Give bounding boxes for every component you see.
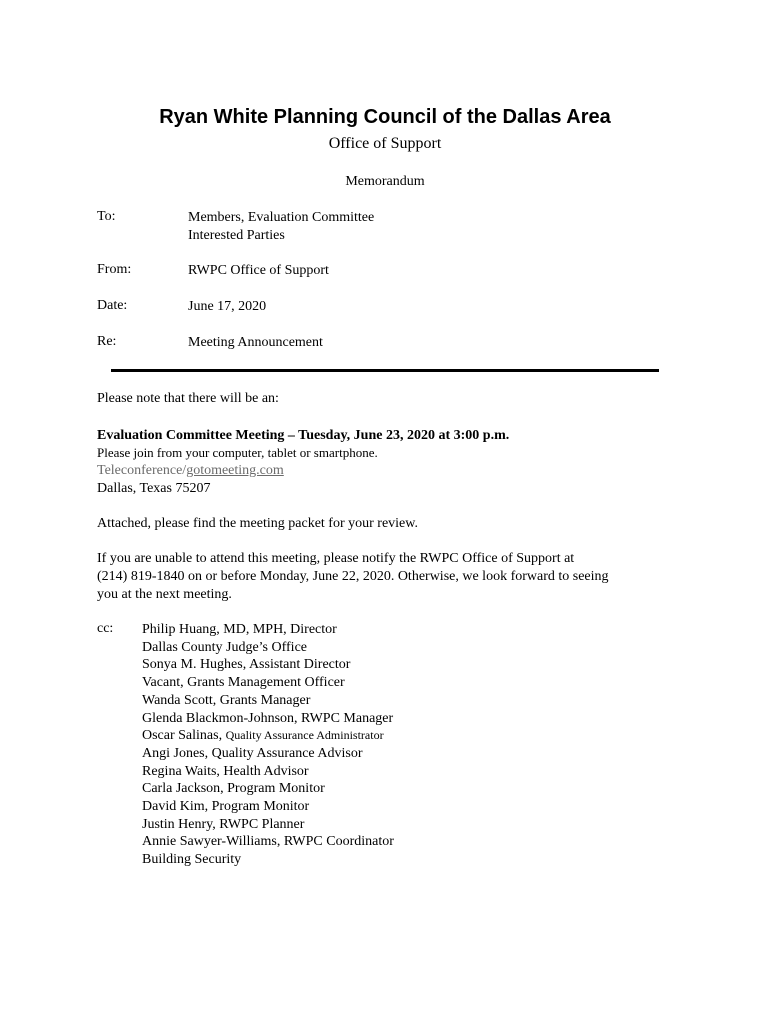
gotomeeting-link[interactable]: gotomeeting.com [186,463,284,478]
cc-recipient: Glenda Blackmon-Johnson, RWPC Manager [142,710,394,726]
memo-label: Memorandum [345,174,425,189]
from-value: RWPC Office of Support [188,263,329,278]
re-label: Re: [97,334,117,349]
cc-recipient-name: Oscar Salinas, [142,728,226,744]
from-label: From: [97,262,132,277]
to-label: To: [97,209,116,224]
attached-text: Attached, please find the meeting packet for your review. [97,516,418,531]
page-subtitle: Office of Support [328,135,442,152]
cc-recipient: Justin Henry, RWPC Planner [142,816,305,832]
cc-label: cc: [97,621,114,636]
cc-recipient-title: Quality Assurance Administrator [225,728,384,743]
meeting-title: Evaluation Committee Meeting – Tuesday, June 23, 2020 at 3:00 p.m. [97,428,510,443]
intro-text: Please note that there will be an: [97,391,279,406]
cc-recipient: Vacant, Grants Management Officer [142,675,345,691]
cc-recipient [142,727,394,745]
to-recipient-1: Members, Evaluation Committee [188,210,375,225]
page-title: Ryan White Planning Council of the Dallas Area [159,106,611,128]
cc-recipient: Annie Sawyer-Williams, RWPC Coordinator [142,834,394,850]
cc-recipient: David Kim, Program Monitor [142,799,310,815]
header-divider [111,369,659,372]
cc-recipient: Sonya M. Hughes, Assistant Director [142,657,351,673]
date-value: June 17, 2020 [188,299,267,314]
cc-recipient: Regina Waits, Health Advisor [142,763,309,779]
date-label: Date: [97,298,128,313]
cc-list [142,621,394,869]
cc-recipient: Philip Huang, MD, MPH, Director [142,622,337,637]
join-text: Please join from your computer, tablet or smartphone. [97,445,378,460]
to-recipient-2: Interested Parties [188,228,285,243]
notice-line-1: If you are unable to attend this meeting, please notify the RWPC Office of Support at [97,551,575,566]
cc-recipient: Carla Jackson, Program Monitor [142,781,325,797]
teleconference-line [97,462,284,480]
re-value: Meeting Announcement [188,335,323,350]
cc-recipient: Building Security [142,852,242,868]
teleconference-prefix: Teleconference/ [97,463,187,478]
cc-recipient: Wanda Scott, Grants Manager [142,692,311,708]
notice-line-3: you at the next meeting. [97,587,232,602]
location-text: Dallas, Texas 75207 [97,481,211,496]
cc-recipient: Dallas County Judge’s Office [142,639,307,655]
notice-line-2: (214) 819-1840 on or before Monday, June 22, 2020. Otherwise, we look forward to seeing [97,569,609,584]
cc-recipient: Angi Jones, Quality Assurance Advisor [142,745,363,761]
